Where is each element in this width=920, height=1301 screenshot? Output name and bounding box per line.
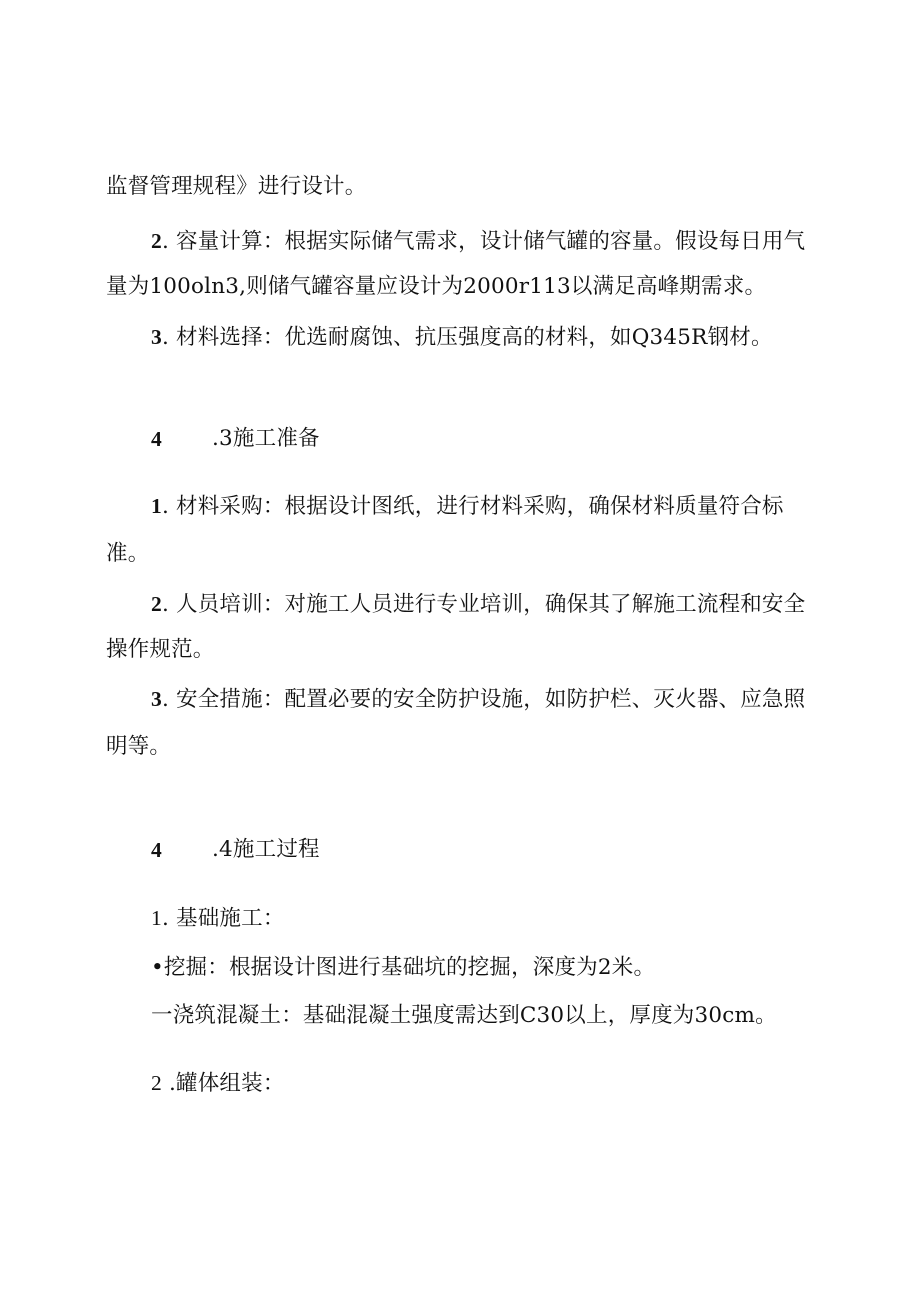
item-number: 3 bbox=[151, 325, 162, 349]
item-number: 2 bbox=[151, 229, 162, 253]
paragraph-line bbox=[106, 172, 366, 202]
item-number: 3 bbox=[151, 687, 162, 711]
item-text: 操作规范。 bbox=[106, 637, 215, 662]
list-item-process-1 bbox=[151, 903, 285, 934]
list-item-prep-3-continued bbox=[106, 732, 171, 762]
section-heading-4-3 bbox=[0, 424, 920, 454]
section-number: 4 bbox=[151, 427, 162, 451]
list-item-prep-1-continued bbox=[106, 539, 149, 569]
item-number: 2 bbox=[151, 1071, 162, 1095]
item-text: 明等。 bbox=[106, 734, 172, 759]
item-text: 量为100oln3,则储气罐容量应设计为2000r113以满足高峰期需求。 bbox=[106, 274, 767, 299]
item-number: 1 bbox=[151, 906, 162, 930]
item-text: 准。 bbox=[106, 541, 150, 566]
item-text: .罐体组装： bbox=[161, 1071, 285, 1096]
item-text: . 容量计算：根据实际储气需求，设计储气罐的容量。假设每日用气 bbox=[161, 229, 806, 254]
list-item-design-2-continued bbox=[106, 272, 766, 302]
text-line: 监督管理规程》进行设计。 bbox=[106, 174, 367, 199]
bullet-text: 一浇筑混凝土：基础混凝土强度需达到C30以上，厚度为30cm。 bbox=[151, 1003, 777, 1028]
item-text: . 基础施工： bbox=[161, 906, 285, 931]
section-title: .4施工过程 bbox=[212, 837, 320, 862]
list-item-prep-2-continued bbox=[106, 635, 215, 665]
bullet-text: •挖掘：根据设计图进行基础坑的挖掘，深度为2米。 bbox=[151, 955, 656, 980]
list-item-prep-3 bbox=[151, 684, 805, 715]
list-item-design-2 bbox=[151, 226, 805, 257]
item-number: 1 bbox=[151, 494, 162, 518]
section-number: 4 bbox=[151, 838, 162, 862]
list-item-prep-1 bbox=[151, 491, 784, 522]
section-title: .3施工准备 bbox=[212, 426, 320, 451]
section-heading-4-4 bbox=[0, 835, 920, 865]
item-number: 2 bbox=[151, 592, 162, 616]
list-item-process-2 bbox=[151, 1068, 285, 1099]
list-item-design-3 bbox=[151, 322, 773, 353]
item-text: . 人员培训：对施工人员进行专业培训，确保其了解施工流程和安全 bbox=[161, 592, 806, 617]
item-text: . 材料采购：根据设计图纸，进行材料采购，确保材料质量符合标 bbox=[161, 494, 784, 519]
bullet-item-excavation bbox=[151, 953, 655, 983]
item-text: . 安全措施：配置必要的安全防护设施，如防护栏、灭火器、应急照 bbox=[161, 687, 806, 712]
list-item-prep-2 bbox=[151, 589, 805, 620]
bullet-item-concrete bbox=[151, 1001, 777, 1031]
item-text: . 材料选择：优选耐腐蚀、抗压强度高的材料，如Q345R钢材。 bbox=[161, 325, 773, 350]
